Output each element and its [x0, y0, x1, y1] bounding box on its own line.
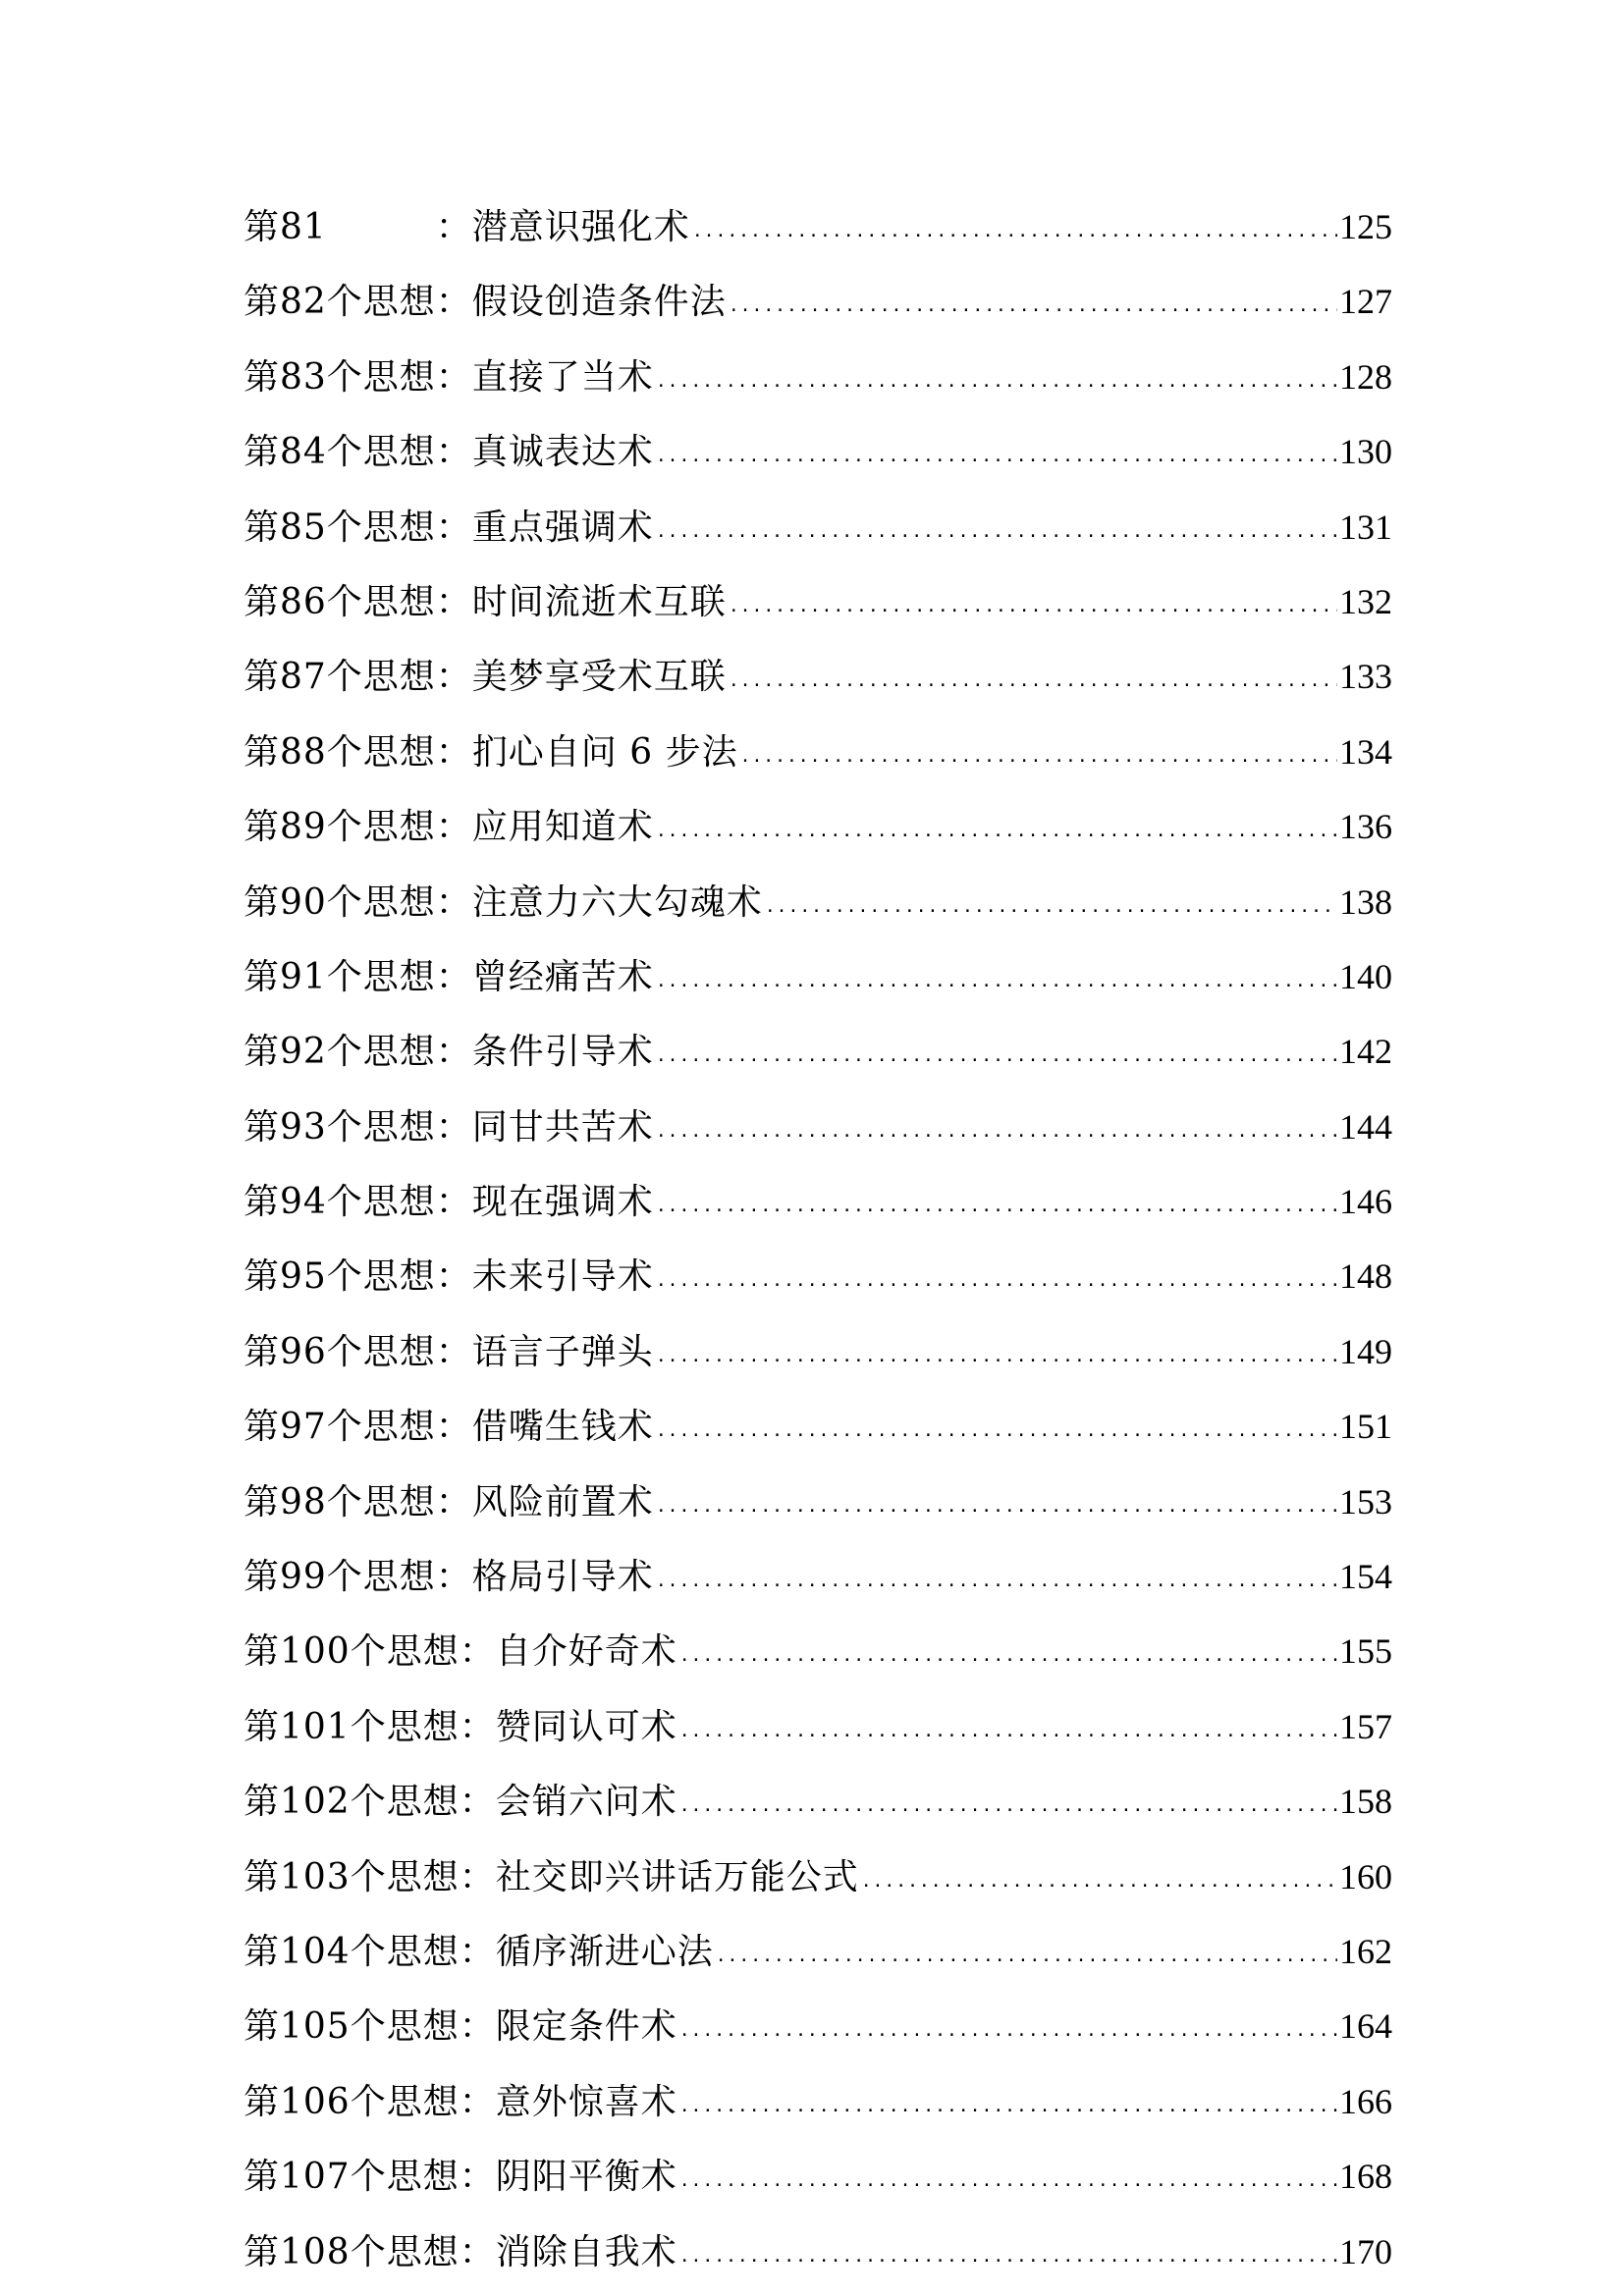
dot-leader — [716, 1919, 1337, 1994]
table-of-contents — [244, 189, 1392, 2289]
toc-entry-page: 132 — [1339, 581, 1392, 621]
dot-leader — [656, 1019, 1337, 1094]
toc-entry[interactable] — [244, 1014, 1392, 1089]
dot-leader — [729, 269, 1337, 344]
toc-entry-page: 136 — [1339, 807, 1392, 847]
dot-leader — [656, 944, 1337, 1019]
toc-entry[interactable] — [244, 1314, 1392, 1389]
toc-entry-title: 第85个思想：重点强调术 — [244, 507, 654, 548]
toc-entry-title: 第92个思想：条件引导术 — [244, 1032, 654, 1073]
dot-leader — [656, 495, 1337, 569]
dot-leader — [656, 1544, 1337, 1619]
dot-leader — [729, 569, 1337, 644]
toc-entry[interactable] — [244, 639, 1392, 714]
toc-entry-page: 140 — [1339, 956, 1392, 996]
toc-entry[interactable] — [244, 1539, 1392, 1614]
toc-entry-title: 第86个思想：时间流逝术互联 — [244, 581, 727, 622]
toc-entry-title: 第84个思想：真诚表达术 — [244, 432, 654, 473]
dot-leader — [656, 1169, 1337, 1244]
dot-leader — [679, 1769, 1337, 1843]
toc-entry[interactable] — [244, 715, 1392, 789]
toc-entry-page: 146 — [1339, 1182, 1392, 1222]
toc-entry-page: 158 — [1339, 1782, 1392, 1822]
toc-entry[interactable] — [244, 1614, 1392, 1688]
toc-entry[interactable] — [244, 2064, 1392, 2139]
toc-entry-page: 131 — [1339, 507, 1392, 547]
toc-entry[interactable] — [244, 189, 1392, 264]
dot-leader — [765, 870, 1337, 944]
toc-entry-title: 第83个思想：直接了当术 — [244, 356, 654, 398]
toc-entry-title: 第87个思想：美梦享受术互联 — [244, 657, 727, 698]
dot-leader — [656, 1244, 1337, 1318]
toc-entry-page: 134 — [1339, 731, 1392, 772]
toc-entry-page: 157 — [1339, 1706, 1392, 1746]
toc-entry[interactable] — [244, 414, 1392, 489]
toc-entry-page: 170 — [1339, 2231, 1392, 2271]
toc-entry-title: 第90个思想：注意力六大勾魂术 — [244, 881, 763, 923]
toc-entry-title: 第82个思想：假设创造条件法 — [244, 282, 727, 323]
toc-entry[interactable] — [244, 939, 1392, 1014]
toc-entry-title: 第88个思想：扪心自问 6 步法 — [244, 731, 738, 773]
toc-entry[interactable] — [244, 2215, 1392, 2289]
toc-entry-page: 168 — [1339, 2157, 1392, 2197]
toc-entry[interactable] — [244, 1914, 1392, 1989]
dot-leader — [679, 1694, 1337, 1769]
toc-entry[interactable] — [244, 1764, 1392, 1839]
toc-entry[interactable] — [244, 1465, 1392, 1539]
toc-entry-page: 166 — [1339, 2081, 1392, 2121]
toc-entry-page: 138 — [1339, 881, 1392, 922]
toc-entry[interactable] — [244, 1389, 1392, 1464]
dot-leader — [679, 1619, 1337, 1693]
toc-entry-title: 第107个思想：阴阳平衡术 — [244, 2157, 677, 2198]
dot-leader — [656, 1095, 1337, 1169]
toc-entry-page: 148 — [1339, 1256, 1392, 1297]
dot-leader — [729, 644, 1337, 719]
toc-entry[interactable] — [244, 1689, 1392, 1764]
toc-entry-title: 第104个思想：循序渐进心法 — [244, 1931, 714, 1972]
toc-entry-page: 130 — [1339, 432, 1392, 472]
dot-leader — [679, 1994, 1337, 2068]
toc-entry[interactable] — [244, 2139, 1392, 2214]
toc-entry[interactable] — [244, 490, 1392, 564]
toc-entry-title: 第95个思想：未来引导术 — [244, 1256, 654, 1298]
dot-leader — [656, 1319, 1337, 1394]
toc-entry[interactable] — [244, 1840, 1392, 1914]
toc-entry-page: 142 — [1339, 1032, 1392, 1072]
toc-entry-page: 144 — [1339, 1106, 1392, 1147]
toc-entry[interactable] — [244, 1164, 1392, 1239]
toc-entry-page: 162 — [1339, 1931, 1392, 1971]
toc-entry[interactable] — [244, 789, 1392, 864]
toc-entry[interactable] — [244, 1239, 1392, 1313]
toc-entry-title: 第96个思想：语言子弹头 — [244, 1331, 654, 1372]
dot-leader — [740, 720, 1337, 794]
toc-entry-title: 第98个思想：风险前置术 — [244, 1481, 654, 1522]
toc-entry-page: 153 — [1339, 1481, 1392, 1522]
dot-leader — [679, 2219, 1337, 2294]
toc-entry-title: 第93个思想：同甘共苦术 — [244, 1106, 654, 1148]
toc-entry-title: 第102个思想：会销六问术 — [244, 1782, 677, 1823]
dot-leader — [692, 194, 1337, 269]
dot-leader — [861, 1844, 1337, 1919]
toc-entry[interactable] — [244, 865, 1392, 939]
dot-leader — [656, 1394, 1337, 1468]
toc-entry-title: 第108个思想：消除自我术 — [244, 2231, 677, 2272]
toc-entry-page: 151 — [1339, 1407, 1392, 1447]
dot-leader — [679, 2144, 1337, 2218]
toc-entry-title: 第97个思想：借嘴生钱术 — [244, 1407, 654, 1448]
toc-entry-title: 第101个思想：赞同认可术 — [244, 1706, 677, 1747]
toc-entry-title: 第99个思想：格局引导术 — [244, 1557, 654, 1598]
toc-entry-title: 第100个思想：自介好奇术 — [244, 1631, 677, 1673]
toc-entry[interactable] — [244, 1090, 1392, 1164]
toc-entry-title: 第106个思想：意外惊喜术 — [244, 2081, 677, 2122]
toc-entry-page: 155 — [1339, 1631, 1392, 1672]
toc-entry-title: 第103个思想：社交即兴讲话万能公式 — [244, 1856, 859, 1897]
toc-entry-page: 160 — [1339, 1856, 1392, 1896]
toc-entry-page: 128 — [1339, 356, 1392, 397]
toc-entry-page: 154 — [1339, 1557, 1392, 1597]
dot-leader — [679, 2069, 1337, 2144]
dot-leader — [656, 419, 1337, 494]
toc-entry-page: 133 — [1339, 657, 1392, 697]
toc-entry-title: 第94个思想：现在强调术 — [244, 1182, 654, 1223]
dot-leader — [656, 345, 1337, 419]
dot-leader — [656, 1469, 1337, 1544]
toc-entry-page: 164 — [1339, 2006, 1392, 2047]
toc-entry-title: 第89个思想：应用知道术 — [244, 807, 654, 848]
toc-entry[interactable] — [244, 340, 1392, 414]
toc-entry-page: 125 — [1339, 207, 1392, 246]
toc-entry-page: 127 — [1339, 282, 1392, 322]
toc-entry[interactable] — [244, 1989, 1392, 2063]
toc-entry-title: 第81 ：潜意识强化术 — [244, 207, 690, 247]
toc-entry[interactable] — [244, 564, 1392, 639]
toc-entry-title: 第105个思想：限定条件术 — [244, 2006, 677, 2048]
toc-entry-title: 第91个思想：曾经痛苦术 — [244, 956, 654, 997]
dot-leader — [656, 794, 1337, 869]
toc-entry-page: 149 — [1339, 1331, 1392, 1371]
toc-entry[interactable] — [244, 264, 1392, 339]
